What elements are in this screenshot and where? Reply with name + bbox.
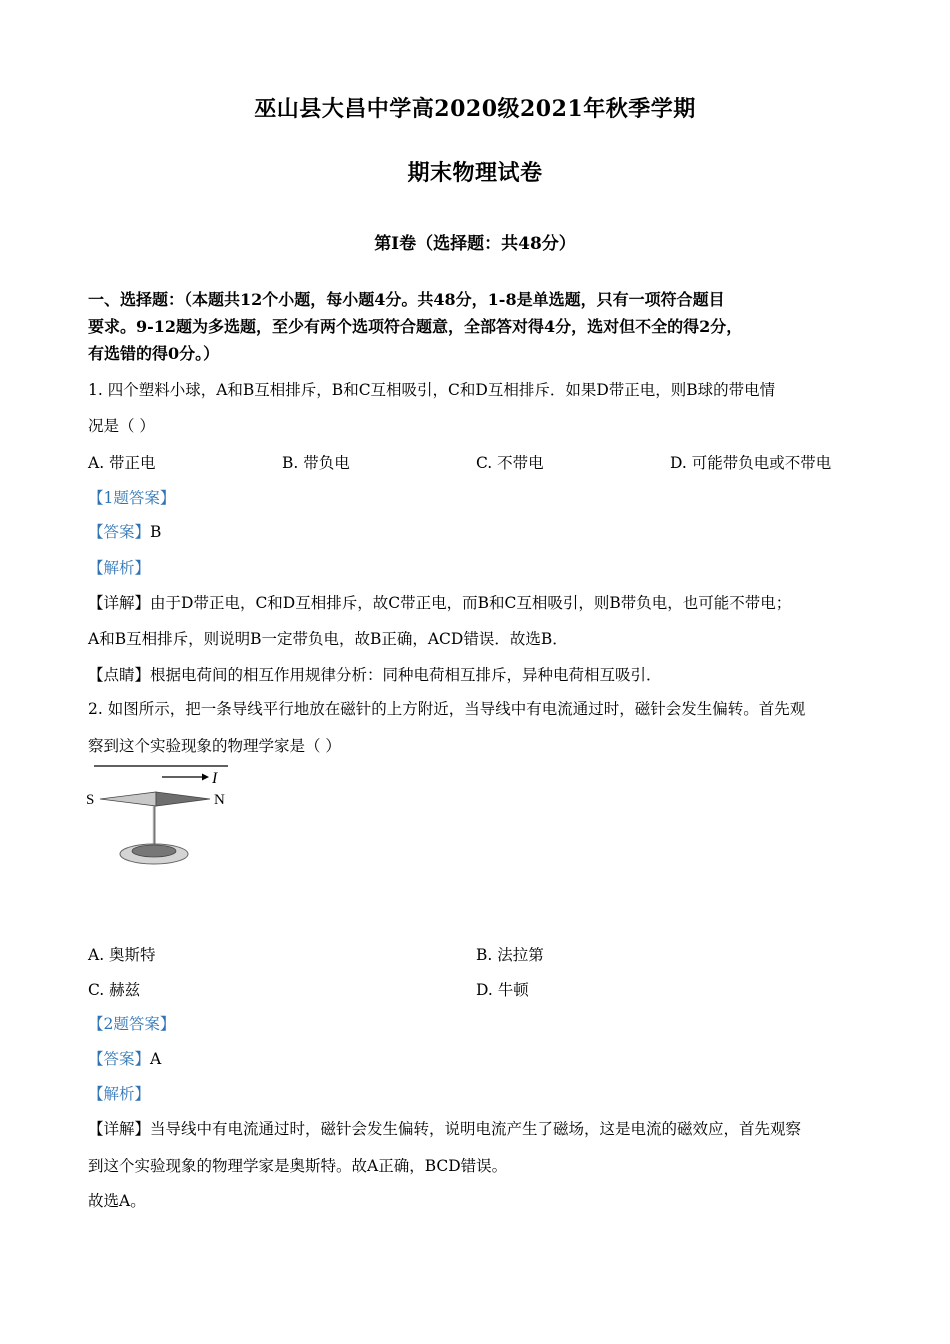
- q2-stem-line2: 察到这个实验现象的物理学家是（ ）: [88, 737, 341, 755]
- q2-option-b: B. 法拉第: [476, 946, 544, 964]
- q1-stem-line2: 况是（ ）: [88, 417, 155, 435]
- q2-analysis-label: 【解析】: [88, 1085, 151, 1103]
- q2-option-d: D. 牛顿: [476, 981, 529, 999]
- compass-wire-figure: [84, 762, 244, 877]
- q2-option-a: A. 奥斯特: [88, 946, 156, 964]
- q2-answer-row: [88, 1047, 161, 1069]
- q1-answer-label: 【答案】: [88, 523, 151, 541]
- q1-tip-label: 【点睛】: [88, 666, 151, 684]
- current-label: I: [212, 770, 218, 787]
- q2-detail-label: 【详解】: [88, 1120, 151, 1138]
- q1-analysis-label: 【解析】: [88, 559, 151, 577]
- q1-detail-label: 【详解】: [88, 594, 151, 612]
- section-header: 第Ⅰ卷（选择题：共48分）: [374, 234, 576, 254]
- current-arrow-head: [202, 774, 209, 781]
- q1-detail-line1: [88, 591, 791, 613]
- q2-detail-line1: [88, 1117, 801, 1139]
- q1-answer-value: B: [150, 523, 162, 541]
- instructions-line2: 要求。9-12题为多选题，至少有两个选项符合题意，全部答对得4分，选对但不全的得2分，: [88, 317, 743, 336]
- q2-answer-tag: 【2题答案】: [88, 1015, 176, 1033]
- compass-base-inner: [132, 845, 176, 857]
- instructions-line1: 一、选择题：（本题共12个小题，每小题4分。共48分，1-8是单选题，只有一项符合题目: [88, 290, 725, 309]
- south-label: S: [86, 792, 95, 808]
- q1-option-d: D. 可能带负电或不带电: [670, 454, 832, 472]
- q2-detail-text1: 当导线中有电流通过时，磁针会发生偏转，说明电流产生了磁场，这是电流的磁效应，首先观察: [150, 1120, 802, 1138]
- exam-title-line1: 巫山县大昌中学高2020级2021年秋季学期: [254, 96, 696, 122]
- q2-option-c: C. 赫兹: [88, 981, 141, 999]
- q2-conclusion: 故选A。: [88, 1192, 146, 1210]
- needle-south-half: [100, 792, 156, 806]
- q2-answer-value: A: [150, 1050, 162, 1068]
- north-label: N: [214, 792, 225, 808]
- q1-detail-line2: A和B互相排斥，则说明B一定带负电，故B正确，ACD错误．故选B．: [88, 630, 568, 648]
- q1-option-c: C. 不带电: [476, 454, 544, 472]
- exam-title-line2: 期末物理试卷: [407, 160, 543, 186]
- q2-stem-line1: 2. 如图所示，把一条导线平行地放在磁针的上方附近，当导线中有电流通过时，磁针会发生偏转。首先观: [88, 700, 806, 718]
- q1-tip-row: [88, 663, 662, 685]
- q1-option-b: B. 带负电: [282, 454, 350, 472]
- q1-answer-tag: 【1题答案】: [88, 489, 176, 507]
- q1-answer-row: [88, 520, 161, 542]
- q2-detail-line2: 到这个实验现象的物理学家是奥斯特。故A正确，BCD错误。: [88, 1157, 508, 1175]
- q2-answer-label: 【答案】: [88, 1050, 151, 1068]
- q1-stem-line1: 1. 四个塑料小球，A和B互相排斥，B和C互相吸引，C和D互相排斥．如果D带正电，则B球的带电情: [88, 381, 776, 399]
- instructions-line3: 有选错的得0分。）: [88, 344, 220, 363]
- q1-option-a: A. 带正电: [88, 454, 156, 472]
- needle-north-half: [156, 792, 210, 806]
- q1-detail-text1: 由于D带正电，C和D互相排斥，故C带正电，而B和C互相吸引，则B带负电，也可能不带电；: [150, 594, 792, 612]
- q1-tip-text: 根据电荷间的相互作用规律分析：同种电荷相互排斥，异种电荷相互吸引．: [150, 666, 662, 684]
